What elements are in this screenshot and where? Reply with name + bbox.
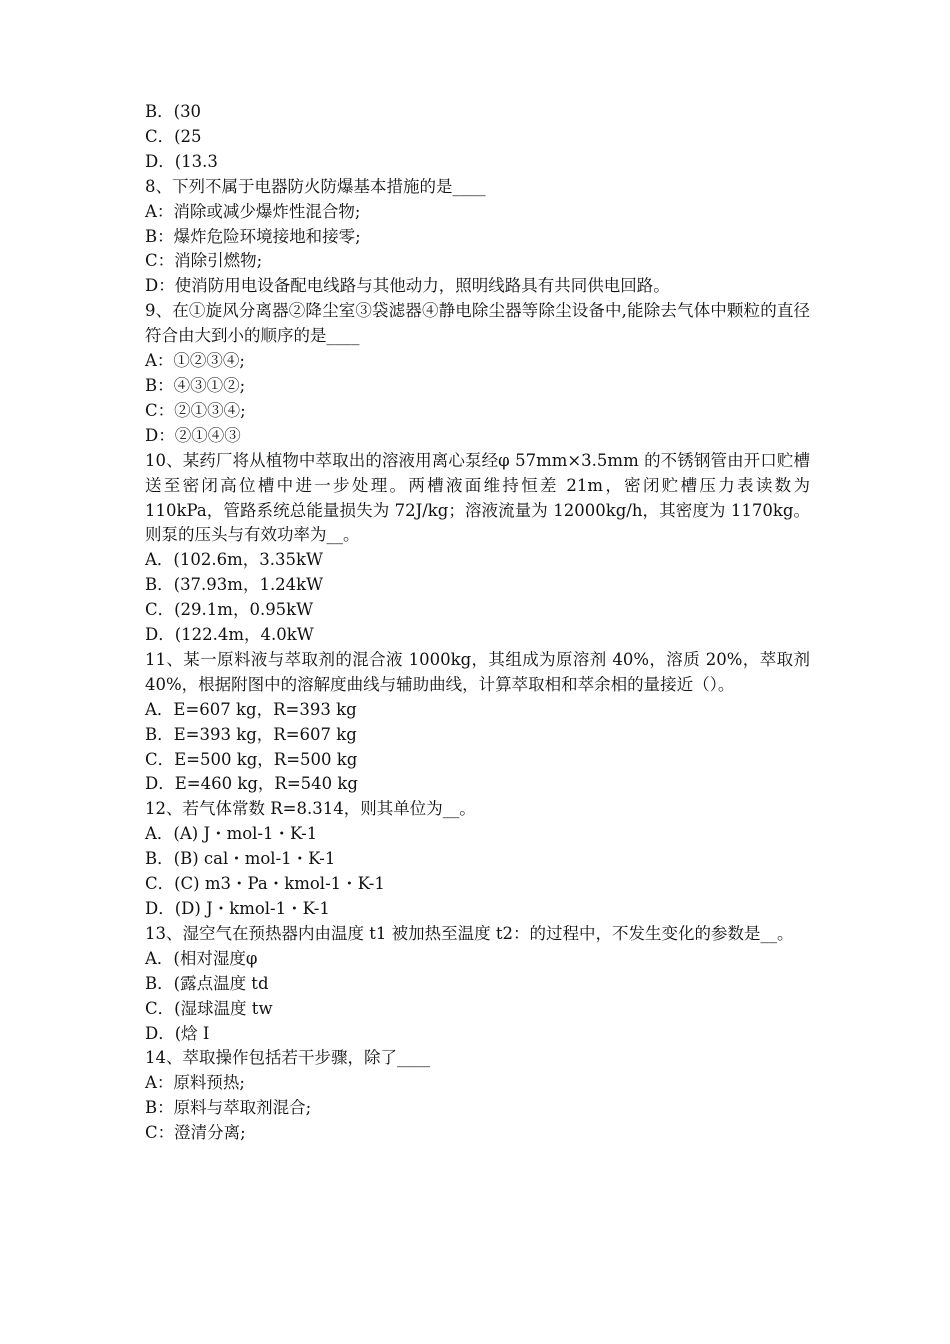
option-d: D．(D) J・kmol-1・K-1 <box>145 899 330 918</box>
option-b: B．(露点温度 td <box>145 973 269 993</box>
option-a: A：消除或减少爆炸性混合物; <box>145 201 361 221</box>
option-c: C：消除引燃物; <box>145 251 263 271</box>
option-b: B．(B) cal・mol-1・K-1 <box>145 849 336 869</box>
question-12 <box>145 797 810 922</box>
question-stem: 8、下列不属于电器防火防爆基本措施的是____ <box>145 176 486 196</box>
option-c: C：澄清分离; <box>145 1123 246 1143</box>
option-c: C．(29.1m，0.95kW <box>145 600 314 620</box>
question-stem: 9、在①旋风分离器②降尘室③袋滤器④静电除尘器等除尘设备中,能除去气体中颗粒的直径符合由大到小的顺序的是____ <box>145 301 810 346</box>
option-b-prev: B．(30 <box>145 102 202 121</box>
question-9 <box>145 299 810 448</box>
option-a: A：①②③④; <box>145 351 245 371</box>
option-b: B：原料与萃取剂混合; <box>145 1098 312 1118</box>
option-b: B：爆炸危险环境接地和接零; <box>145 226 361 246</box>
option-c: C：②①③④; <box>145 400 246 420</box>
question-stem: 13、湿空气在预热器内由温度 t1 被加热至温度 t2：的过程中，不发生变化的参数是__。 <box>145 923 794 943</box>
document-page <box>145 100 810 1146</box>
question-stem: 11、某一原料液与萃取剂的混合液 1000kg，其组成为原溶剂 40%，溶质 20%，萃取剂 40%，根据附图中的溶解度曲线与辅助曲线，计算萃取相和萃余相的量接近（）。 <box>145 649 810 694</box>
question-stem: 14、萃取操作包括若干步骤，除了____ <box>145 1048 430 1068</box>
question-stem: 12、若气体常数 R=8.314，则其单位为__。 <box>145 799 476 819</box>
option-c: C．E=500 kg，R=500 kg <box>145 749 358 769</box>
option-d: D．(122.4m，4.0kW <box>145 625 314 645</box>
question-8 <box>145 175 810 300</box>
option-b: B．(37.93m，1.24kW <box>145 575 324 595</box>
option-a: A．(102.6m，3.35kW <box>145 550 323 570</box>
question-stem: 10、某药厂将从植物中萃取出的溶液用离心泵经φ 57mm×3.5mm 的不锈钢管由开口贮槽送至密闭高位槽中进一步处理。两槽液面维持恒差 21m，密闭贮槽压力表读数为 110kPa，管路系统总能量损失为 72J/kg；溶液流量为 12000kg/h，其密度为 1170kg。则泵的压头与有效功率为__。 <box>145 450 810 545</box>
question-13 <box>145 922 810 1047</box>
option-d: D．(焓 I <box>145 1023 210 1043</box>
option-c: C．(C) m3・Pa・kmol-1・K-1 <box>145 874 385 894</box>
option-a: A．(A) J・mol-1・K-1 <box>145 824 318 844</box>
option-c: C．(湿球温度 tw <box>145 998 273 1018</box>
option-d: D：使消防用电设备配电线路与其他动力，照明线路具有共同供电回路。 <box>145 276 670 296</box>
question-10 <box>145 449 810 648</box>
option-b: B：④③①②; <box>145 375 246 395</box>
option-d-prev: D．(13.3 <box>145 151 218 171</box>
option-a: A．E=607 kg，R=393 kg <box>145 699 357 719</box>
option-a: A：原料预热; <box>145 1073 245 1093</box>
question-14 <box>145 1046 810 1146</box>
option-c-prev: C．(25 <box>145 126 202 146</box>
option-b: B．E=393 kg，R=607 kg <box>145 724 357 744</box>
question-11 <box>145 648 810 797</box>
option-d: D：②①④③ <box>145 425 241 445</box>
option-d: D．E=460 kg，R=540 kg <box>145 774 358 794</box>
option-a: A．(相对湿度φ <box>145 948 258 968</box>
